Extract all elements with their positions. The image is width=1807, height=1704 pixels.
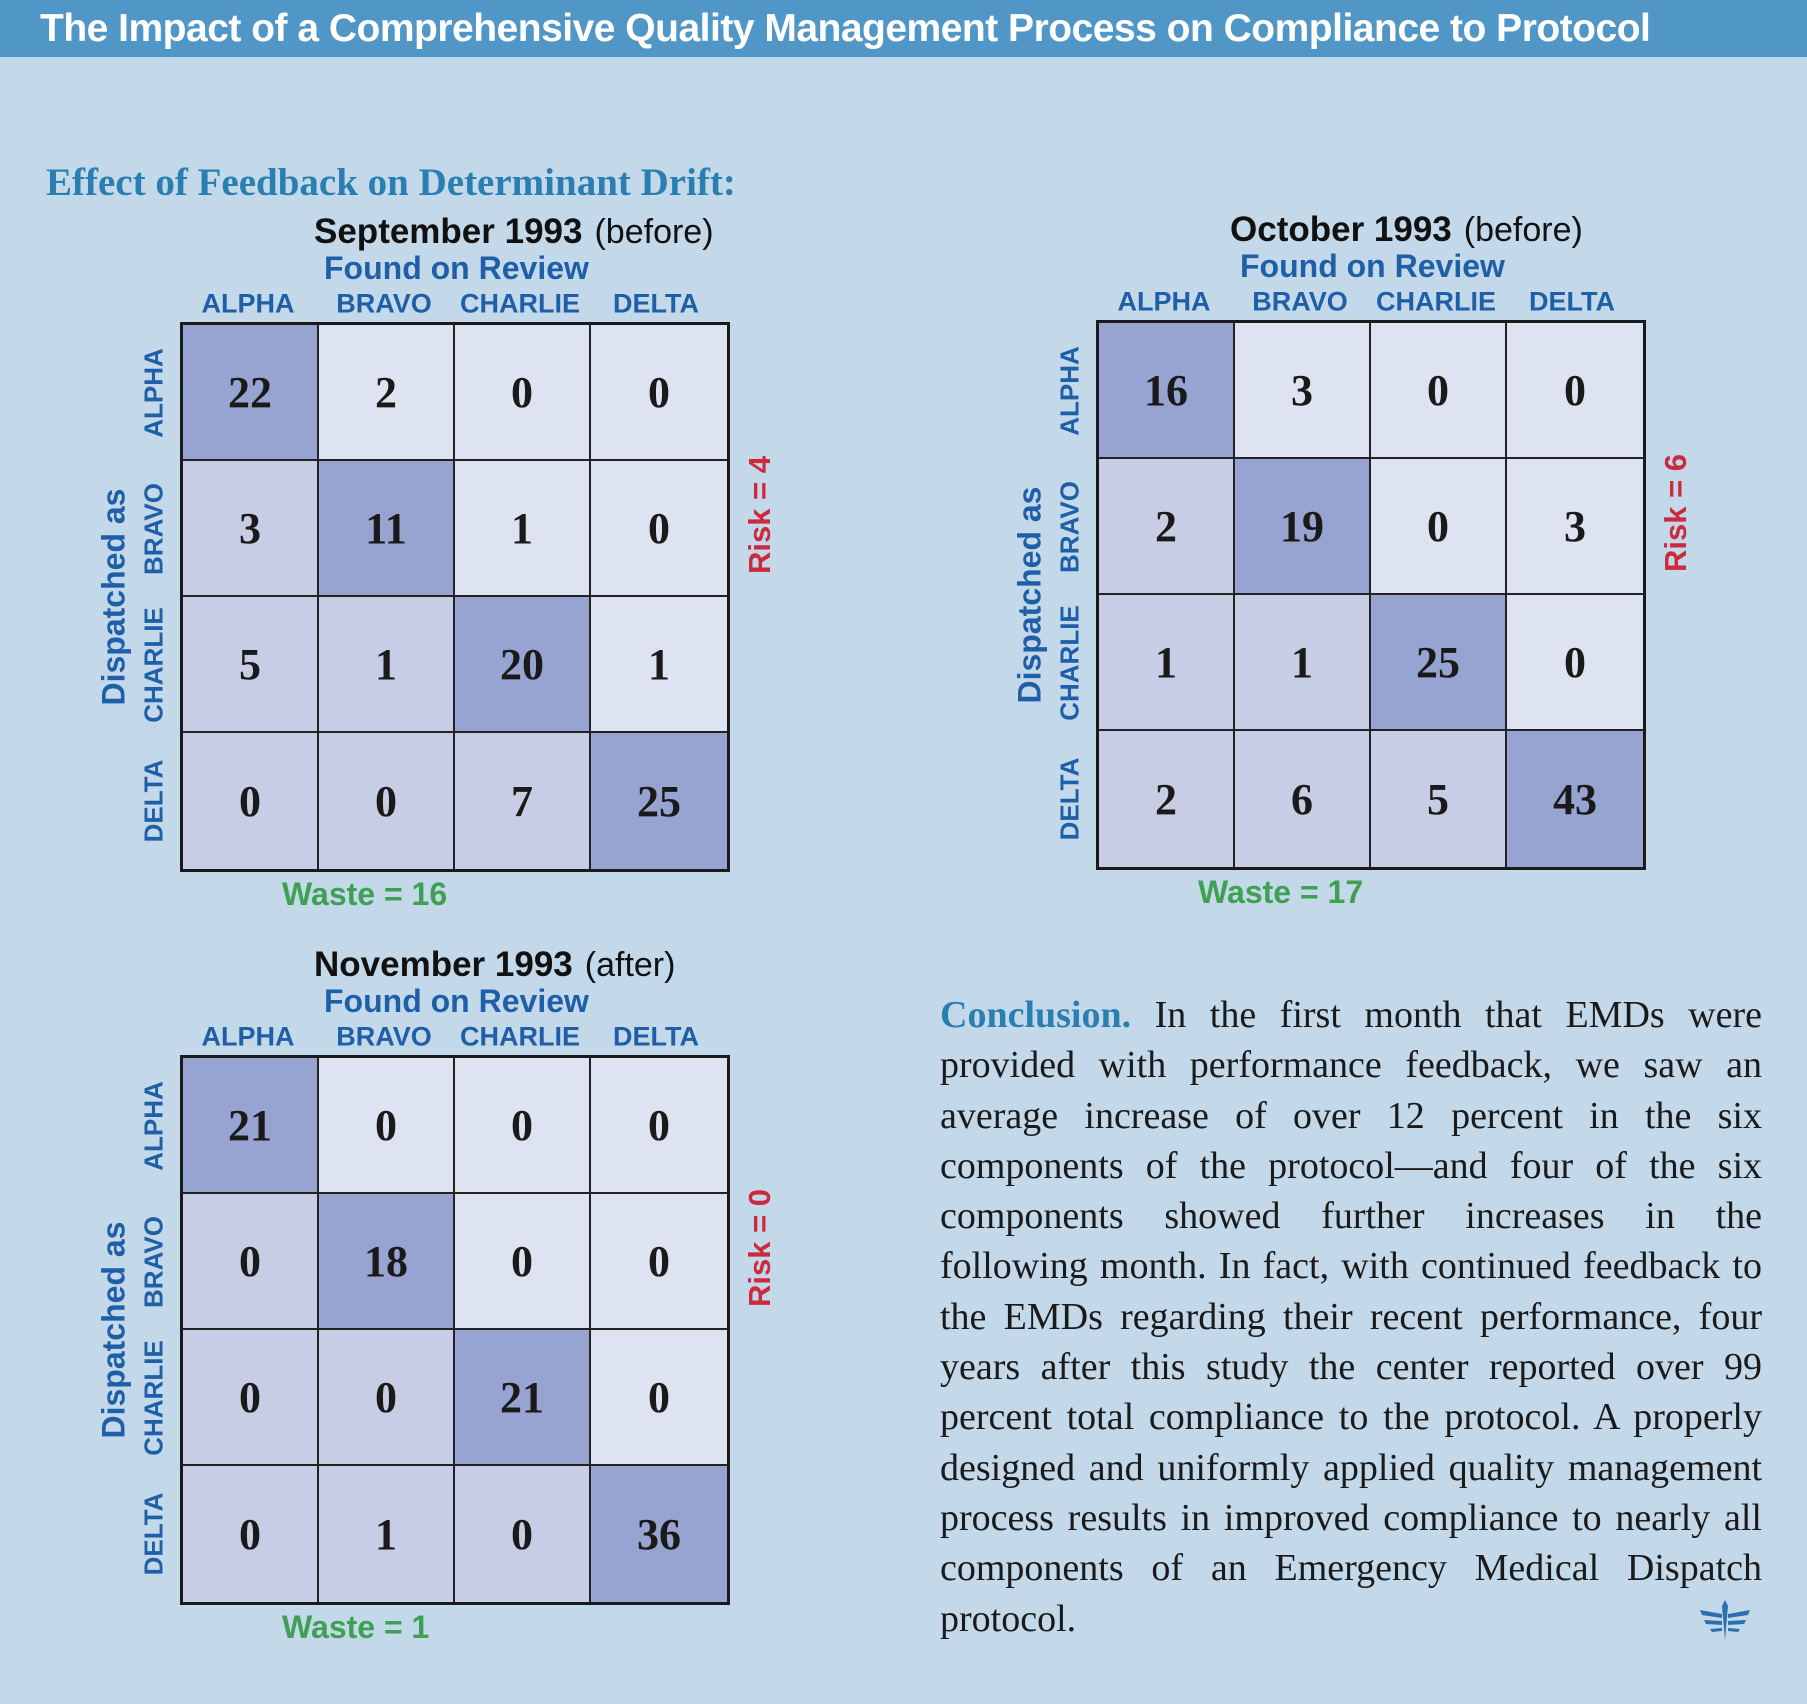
- matrix-cell: 0: [183, 1466, 319, 1602]
- matrix-cell: 0: [455, 1466, 591, 1602]
- matrix-cell: 3: [1507, 459, 1643, 595]
- matrix-cell: 0: [1371, 459, 1507, 595]
- risk-label: Risk = 6: [1658, 454, 1693, 573]
- column-header-delta: DELTA: [613, 288, 699, 319]
- matrix-month: October 1993: [1230, 210, 1452, 249]
- matrix-cell: 0: [591, 461, 727, 597]
- matrix-september: [74, 212, 794, 932]
- matrix-cell: 0: [591, 1058, 727, 1194]
- matrix-cell: 21: [455, 1330, 591, 1466]
- matrix-cell: 0: [455, 1058, 591, 1194]
- row-header-bravo: BRAVO: [1054, 481, 1085, 573]
- column-header-bravo: BRAVO: [1252, 286, 1348, 317]
- matrix-cell: 6: [1235, 731, 1371, 867]
- matrix-cell: 16: [1099, 323, 1235, 459]
- matrix-cell: 5: [1371, 731, 1507, 867]
- matrix-month: November 1993: [314, 945, 573, 984]
- row-header-bravo: BRAVO: [138, 1216, 169, 1308]
- matrix-cell: 43: [1507, 731, 1643, 867]
- risk-label: Risk = 4: [742, 456, 777, 575]
- row-header-charlie: CHARLIE: [1054, 605, 1085, 721]
- column-header-alpha: ALPHA: [1117, 286, 1211, 317]
- column-header-charlie: CHARLIE: [1376, 286, 1496, 317]
- dispatched-as-label: Dispatched as: [95, 488, 132, 706]
- matrix-october: [990, 210, 1710, 930]
- matrix-cell: 19: [1235, 459, 1371, 595]
- matrix-title: [314, 212, 714, 252]
- matrix-cell: 7: [455, 733, 591, 869]
- matrix-cell: 0: [455, 1194, 591, 1330]
- star-of-life-logo-icon: [1698, 1598, 1752, 1642]
- matrix-cell: 0: [183, 1194, 319, 1330]
- matrix-cell: 0: [183, 1330, 319, 1466]
- found-on-review-label: Found on Review: [324, 250, 589, 286]
- waste-label: Waste = 1: [282, 1609, 430, 1645]
- matrix-period: (before): [1463, 211, 1583, 249]
- matrix-cell: 20: [455, 597, 591, 733]
- matrix-grid: [1096, 320, 1646, 870]
- matrix-cell: 0: [591, 1330, 727, 1466]
- column-header-charlie: CHARLIE: [460, 1021, 580, 1052]
- column-header-delta: DELTA: [1529, 286, 1615, 317]
- matrix-cell: 1: [319, 597, 455, 733]
- waste-label: Waste = 17: [1198, 874, 1364, 910]
- matrix-cell: 0: [591, 325, 727, 461]
- matrix-cell: 25: [1371, 595, 1507, 731]
- waste-label: Waste = 16: [282, 876, 448, 912]
- matrix-cell: 18: [319, 1194, 455, 1330]
- matrix-cell: 1: [591, 597, 727, 733]
- matrix-cell: 0: [183, 733, 319, 869]
- found-on-review-label: Found on Review: [324, 983, 589, 1019]
- risk-label: Risk = 0: [742, 1189, 777, 1308]
- matrix-period: (after): [584, 946, 676, 984]
- matrix-month: September 1993: [314, 212, 583, 251]
- row-header-alpha: ALPHA: [1054, 346, 1085, 436]
- matrix-title: [314, 945, 675, 985]
- section-subtitle: Effect of Feedback on Determinant Drift:: [46, 161, 736, 204]
- column-header-charlie: CHARLIE: [460, 288, 580, 319]
- matrix-cell: 36: [591, 1466, 727, 1602]
- matrix-cell: 1: [319, 1466, 455, 1602]
- column-header-alpha: ALPHA: [201, 288, 295, 319]
- column-header-bravo: BRAVO: [336, 288, 432, 319]
- matrix-cell: 3: [1235, 323, 1371, 459]
- page-title-banner: The Impact of a Comprehensive Quality Management Process on Compliance to Protocol: [0, 0, 1807, 57]
- matrix-cell: 0: [1507, 595, 1643, 731]
- matrix-cell: 0: [319, 733, 455, 869]
- matrix-title: [1230, 210, 1583, 250]
- matrix-period: (before): [594, 213, 714, 251]
- row-header-bravo: BRAVO: [138, 483, 169, 575]
- row-header-alpha: ALPHA: [138, 1081, 169, 1171]
- matrix-cell: 0: [1371, 323, 1507, 459]
- matrix-grid: [180, 1055, 730, 1605]
- matrix-cell: 1: [1099, 595, 1235, 731]
- conclusion-text: In the first month that EMDs were provided with performance feedback, we saw an average increase of over 12 percent in the six components of the protocol—and four of the six components showed further increases in the following month. In fact, with continued feedback to the EMDs regarding their recent performance, four years after this study the center reported over 99 percent total compliance to the protocol. A properly designed and uniformly applied quality management process results in improved compliance to nearly all components of an Emergency Medical Dispatch protocol.: [940, 994, 1763, 1640]
- row-header-charlie: CHARLIE: [138, 1340, 169, 1456]
- row-header-delta: DELTA: [138, 759, 169, 843]
- row-header-delta: DELTA: [138, 1492, 169, 1576]
- column-header-bravo: BRAVO: [336, 1021, 432, 1052]
- matrix-cell: 5: [183, 597, 319, 733]
- matrix-grid: [180, 322, 730, 872]
- matrix-cell: 11: [319, 461, 455, 597]
- conclusion-lead: Conclusion.: [940, 994, 1132, 1036]
- matrix-cell: 0: [1507, 323, 1643, 459]
- matrix-cell: 3: [183, 461, 319, 597]
- row-header-delta: DELTA: [1054, 757, 1085, 841]
- matrix-cell: 0: [319, 1058, 455, 1194]
- row-header-alpha: ALPHA: [138, 348, 169, 438]
- matrix-cell: 2: [319, 325, 455, 461]
- matrix-cell: 21: [183, 1058, 319, 1194]
- column-header-alpha: ALPHA: [201, 1021, 295, 1052]
- matrix-cell: 0: [591, 1194, 727, 1330]
- matrix-november: [74, 945, 794, 1665]
- conclusion-paragraph: [940, 990, 1762, 1644]
- matrix-cell: 2: [1099, 459, 1235, 595]
- dispatched-as-label: Dispatched as: [1011, 486, 1048, 704]
- matrix-cell: 0: [319, 1330, 455, 1466]
- matrix-cell: 25: [591, 733, 727, 869]
- column-header-delta: DELTA: [613, 1021, 699, 1052]
- matrix-cell: 22: [183, 325, 319, 461]
- matrix-cell: 0: [455, 325, 591, 461]
- row-header-charlie: CHARLIE: [138, 607, 169, 723]
- matrix-cell: 2: [1099, 731, 1235, 867]
- dispatched-as-label: Dispatched as: [95, 1221, 132, 1439]
- found-on-review-label: Found on Review: [1240, 248, 1505, 284]
- matrix-cell: 1: [1235, 595, 1371, 731]
- matrix-cell: 1: [455, 461, 591, 597]
